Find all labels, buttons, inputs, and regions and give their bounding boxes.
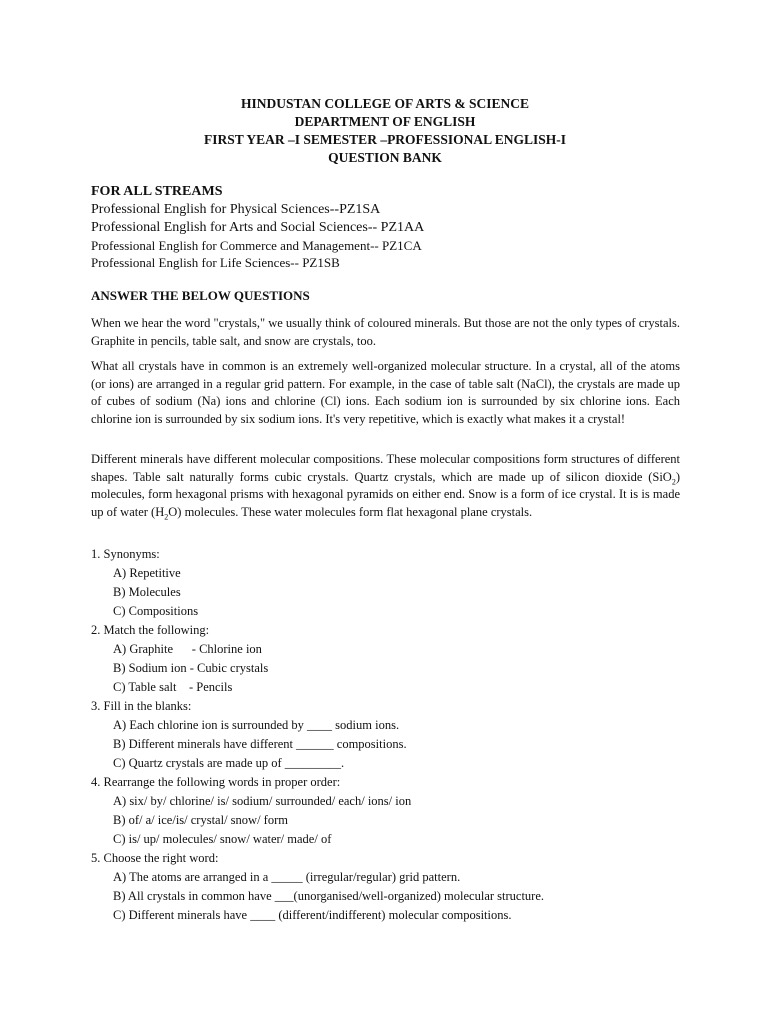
question-title: 3. Fill in the blanks:: [91, 699, 192, 713]
question-option: B) of/ a/ ice/is/ crystal/ snow/ form: [113, 813, 288, 827]
college-name: HINDUSTAN COLLEGE OF ARTS & SCIENCE: [241, 96, 529, 111]
department-name: DEPARTMENT OF ENGLISH: [294, 114, 476, 129]
question-option: A) The atoms are arranged in a _____ (irregular/regular) grid pattern.: [113, 870, 461, 884]
question-title: 2. Match the following:: [91, 623, 210, 637]
question-option: B) Different minerals have different ______ compositions.: [113, 737, 407, 751]
question-option: A) six/ by/ chlorine/ is/ sodium/ surrounded/ each/ ions/ ion: [113, 794, 412, 808]
course-title: FIRST YEAR –I SEMESTER –PROFESSIONAL ENGLISH-I: [204, 132, 566, 147]
question-list: [91, 545, 691, 925]
passage-paragraph-3: Different minerals have different molecular compositions. These molecular compositions form structures of different shapes. Table salt naturally forms cubic crystals. Quartz crystals, which are made up of silicon dioxide (SiO$_2$) molecules, form hexagonal prisms with hexagonal pyramids on either end. Snow is a form of ice crystal. It is is made up of water $(H_2O)$ molecules. These water molecules form flat hexagonal plane crystals.: [91, 452, 680, 521]
document-type: QUESTION BANK: [328, 150, 442, 165]
stream-item: Professional English for Arts and Social Sciences-- PZ1AA: [91, 220, 425, 235]
document-header: [0, 95, 770, 167]
stream-item: Professional English for Commerce and Management-- PZ1CA: [91, 238, 422, 253]
question-option: C) Compositions: [113, 604, 199, 618]
question-title: 1. Synonyms:: [91, 547, 160, 561]
question-title: 4. Rearrange the following words in proper order:: [91, 775, 341, 789]
question-option: C) is/ up/ molecules/ snow/ water/ made/ of: [113, 832, 332, 846]
question-option: B) All crystals in common have ___(unorganised/well-organized) molecular structure.: [113, 889, 545, 903]
passage-paragraph-1: When we hear the word "crystals," we usually think of coloured minerals. But those are not the only types of crystals. Graphite in pencils, table salt, and snow are crystals, too.: [91, 316, 680, 348]
question-option: C) Quartz crystals are made up of _________.: [113, 756, 345, 770]
stream-item: Professional English for Life Sciences-- PZ1SB: [91, 255, 340, 270]
instructions-heading: ANSWER THE BELOW QUESTIONS: [91, 288, 310, 303]
question-option: B) Sodium ion - Cubic crystals: [113, 661, 269, 675]
question-option: C) Table salt - Pencils: [113, 680, 233, 694]
question-option: A) Graphite - Chlorine ion: [113, 642, 262, 656]
streams-section: [91, 183, 691, 271]
passage-paragraph-2: What all crystals have in common is an extremely well-organized molecular structure. In a crystal, all of the atoms (or ions) are arranged in a regular grid pattern. For example, in the case of table salt (NaCl), the crystals are made up of cubes of sodium (Na) ions and chlorine (Cl) ions. Each sodium ion is surrounded by six chlorine ions. Each chlorine ion is surrounded by six sodium ions. It's very repetitive, which is exactly what makes it a crystal!: [91, 359, 680, 426]
question-title: 5. Choose the right word:: [91, 851, 219, 865]
question-option: C) Different minerals have ____ (different/indifferent) molecular compositions.: [113, 908, 512, 922]
streams-title: FOR ALL STREAMS: [91, 184, 223, 199]
question-option: A) Each chlorine ion is surrounded by ____ sodium ions.: [113, 718, 400, 732]
question-option: A) Repetitive: [113, 566, 181, 580]
question-option: B) Molecules: [113, 585, 181, 599]
stream-item: Professional English for Physical Sciences--PZ1SA: [91, 202, 381, 217]
